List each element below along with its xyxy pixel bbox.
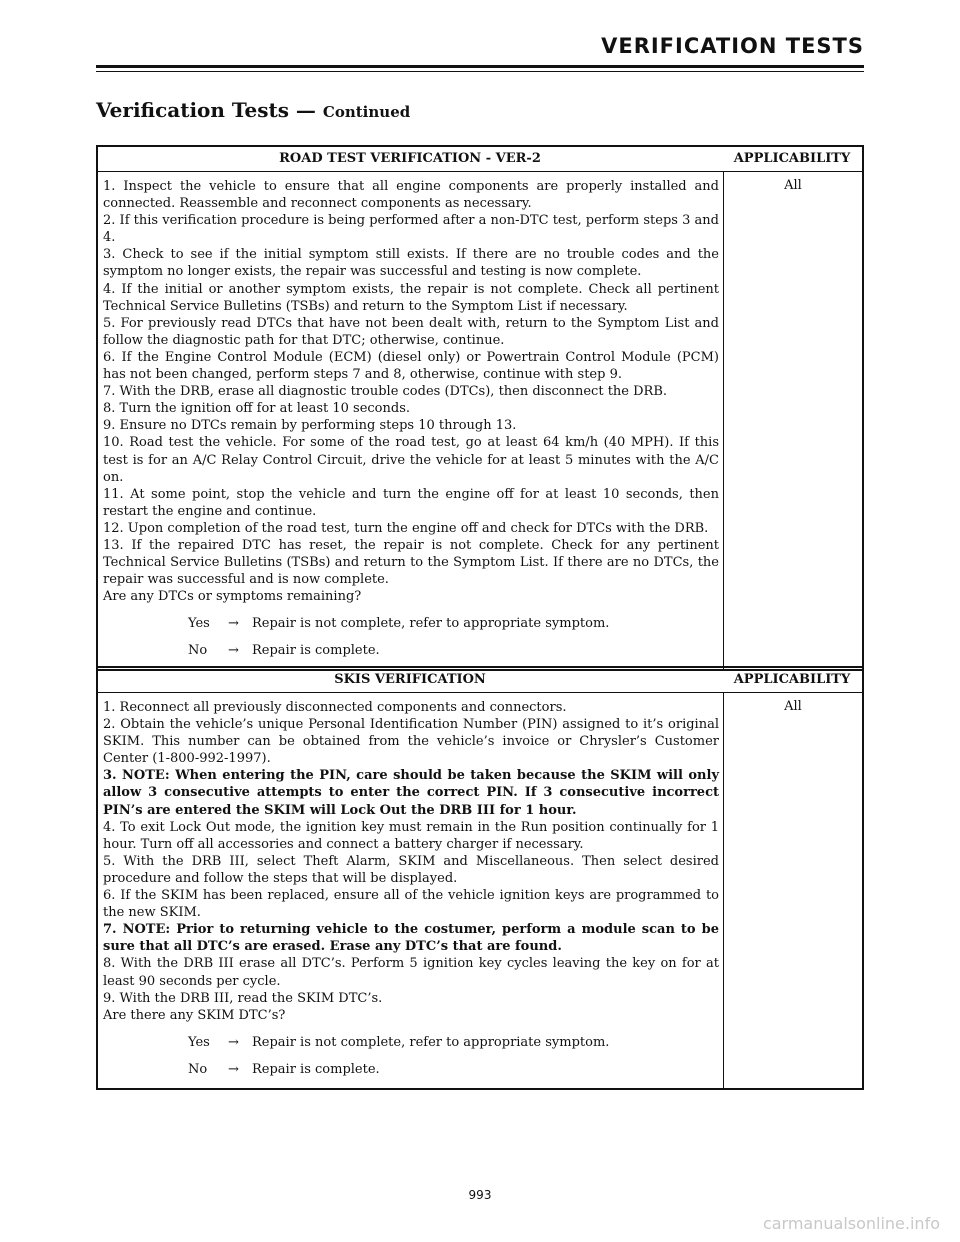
road-test-step-4: 4. If the initial or another symptom exists, the repair is not complete. Check all pertinent Technical Service Bulletins (TSBs) and return to the Symptom List if necessary. [103,281,719,314]
skis-step-9: 9. With the DRB III, read the SKIM DTC’s. [103,990,383,1006]
skis-step-4: 4. To exit Lock Out mode, the ignition key must remain in the Run position continually for 1 hour. Turn off all accessories and connect a battery charger if necessary. [103,819,719,852]
road-test-body [98,172,862,669]
skis-header [98,668,862,693]
road-test-answer-no [103,642,719,659]
road-test-step-6: 6. If the Engine Control Module (ECM) (diesel only) or Powertrain Control Module (PCM) has not been changed, perform steps 7 and 8, otherwise, continue with step 9. [103,349,719,383]
skis-title: SKIS VERIFICATION [334,672,486,687]
road-test-step-10: 10. Road test the vehicle. For some of the road test, go at least 64 km/h (40 MPH). If this test is for an A/C Relay Control Circuit, drive the vehicle for at least 5 minutes with the A/C on. [103,435,719,485]
road-test-question: Are any DTCs or symptoms remaining? [103,589,362,605]
answer-no-label: No [188,1061,208,1077]
road-test-header [98,147,862,172]
answer-no-text: Repair is complete. [252,1061,380,1077]
section-title [96,98,410,122]
road-test-step-7: 7. With the DRB, erase all diagnostic trouble codes (DTCs), then disconnect the DRB. [103,384,668,400]
skis-answer-no [103,1061,719,1078]
answer-yes-label: Yes [188,616,210,632]
skis-answer-yes [103,1034,719,1051]
road-test-steps [98,172,724,669]
road-test-title: ROAD TEST VERIFICATION - VER-2 [279,151,541,166]
answer-yes-text: Repair is not complete, refer to appropriate symptom. [252,616,610,632]
answer-yes-label: Yes [188,1034,210,1050]
road-test-verification-box [96,145,864,671]
watermark: carmanualsonline.info [762,1214,940,1233]
answer-yes-text: Repair is not complete, refer to appropriate symptom. [252,1034,610,1050]
road-test-applicability-label: APPLICABILITY [733,151,851,166]
answer-no-label: No [188,643,208,659]
skis-step-3-note: 3. NOTE: When entering the PIN, care should be taken because the SKIM will only allow 3 consecutive attempts to enter the correct PIN. If 3 consecutive incorrect PIN’s are entered the SKIM will Lock Out the DRB III for 1 hour. [103,768,719,818]
road-test-step-12: 12. Upon completion of the road test, turn the engine off and check for DTCs with the DRB. [103,520,709,536]
right-arrow-icon: → [228,1061,239,1077]
skis-step-2: 2. Obtain the vehicle’s unique Personal Identification Number (PIN) assigned to it’s original SKIM. This number can be obtained from the vehicle’s invoice or Chrysler’s Customer Center (1-800-992-1997). [103,717,719,767]
road-test-step-13: 13. If the repaired DTC has reset, the repair is not complete. Check for any pertinent Technical Service Bulletins (TSBs) and return to the Symptom List. If there are no DTCs, the repair was successful and is now complete. [103,537,719,588]
road-test-step-1: 1. Inspect the vehicle to ensure that all engine components are properly installed and connected. Reassemble and reconnect components as necessary. [103,179,719,212]
header-rule-thick [96,65,864,68]
road-test-step-11: 11. At some point, stop the vehicle and turn the engine off for at least 10 seconds, then restart the engine and continue. [103,486,719,519]
section-continued: Continued [322,103,411,121]
right-arrow-icon: → [228,1034,239,1050]
header-rule-thin [96,71,864,72]
skis-question: Are there any SKIM DTC’s? [103,1007,286,1023]
road-test-applicability-value: All [784,178,802,193]
answer-no-text: Repair is complete. [252,643,380,659]
road-test-step-3: 3. Check to see if the initial symptom still exists. If there are no trouble codes and the symptom no longer exists, the repair was successful and testing is now complete. [103,247,719,280]
road-test-step-9: 9. Ensure no DTCs remain by performing steps 10 through 13. [103,418,517,434]
skis-applicability-value: All [784,699,802,714]
skis-step-6: 6. If the SKIM has been replaced, ensure all of the vehicle ignition keys are programmed to the new SKIM. [103,888,719,921]
skis-step-8: 8. With the DRB III erase all DTC’s. Perform 5 ignition key cycles leaving the key on for at least 90 seconds per cycle. [103,956,719,989]
right-arrow-icon: → [228,616,239,632]
road-test-step-5: 5. For previously read DTCs that have not been dealt with, return to the Symptom List and follow the diagnostic path for that DTC; otherwise, continue. [103,315,719,348]
skis-applicability-label: APPLICABILITY [733,672,851,687]
right-arrow-icon: → [228,643,239,659]
page-header-title: VERIFICATION TESTS [601,34,864,58]
skis-body [98,693,862,1088]
section-title-text: Verification Tests — [96,98,316,122]
skis-steps [98,693,724,1088]
skis-step-5: 5. With the DRB III, select Theft Alarm, SKIM and Miscellaneous. Then select desired procedure and follow the steps that will be displayed. [103,853,719,886]
skis-verification-box [96,666,864,1090]
page-number: 993 [468,1188,492,1202]
skis-step-7-note: 7. NOTE: Prior to returning vehicle to the costumer, perform a module scan to be sure that all DTC’s are erased. Erase any DTC’s that are found. [103,922,719,955]
road-test-answer-yes [103,615,719,632]
road-test-step-2: 2. If this verification procedure is being performed after a non-DTC test, perform steps 3 and 4. [103,213,719,246]
road-test-step-8: 8. Turn the ignition off for at least 10 seconds. [103,401,411,417]
skis-step-1: 1. Reconnect all previously disconnected components and connectors. [103,700,567,715]
